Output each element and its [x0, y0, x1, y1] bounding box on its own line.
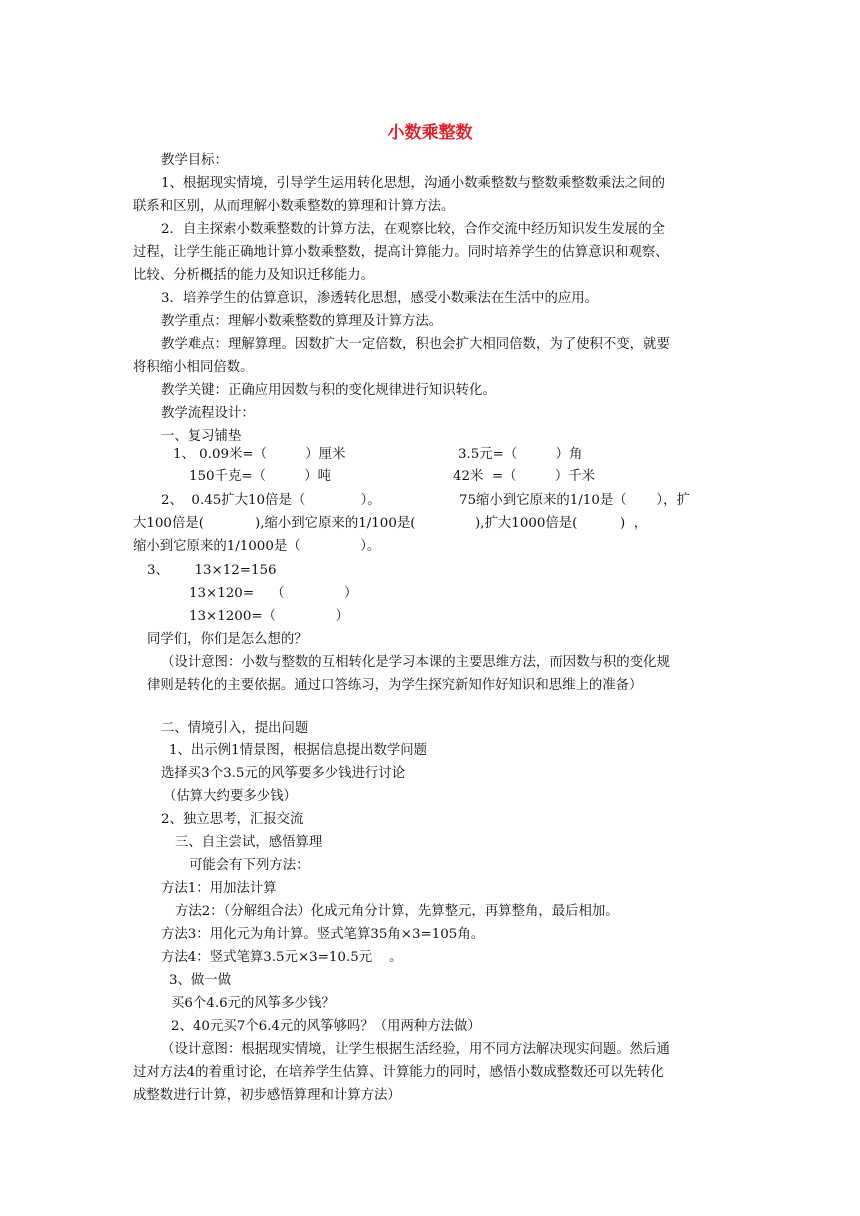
- section-heading: 一、复习铺垫: [161, 429, 242, 444]
- text-line: 方法3：用化元为角计算。竖式笔算35角×3=105角。: [161, 927, 485, 942]
- text-line: 教学难点：理解算理。因数扩大一定倍数，积也会扩大相同倍数，为了使积不变，就要: [161, 337, 670, 352]
- text-line: 教学流程设计：: [161, 406, 255, 421]
- text-line: 方法4：竖式笔算3.5元×3=10.5元 。: [161, 950, 403, 965]
- text-line: 3、做一做: [169, 973, 232, 988]
- text-line: 42米 =（ ）千米: [453, 469, 596, 484]
- text-line: 买6个4.6元的风筝多少钱？: [171, 996, 335, 1011]
- section-heading: 二、情境引入，提出问题: [161, 721, 309, 736]
- section-heading: 三、自主尝试，感悟算理: [175, 835, 323, 850]
- text-line: 1、根据现实情境，引导学生运用转化思想，沟通小数乘整数与整数乘整数乘法之间的: [161, 176, 665, 191]
- text-line: 将积缩小相同倍数。: [133, 360, 254, 375]
- text-line: 2、 0.45扩大10倍是（ ）。: [161, 493, 381, 508]
- text-line: 教学目标：: [161, 153, 228, 168]
- design-note: （设计意图：根据现实情境，让学生根据生活经验，用不同方法解决现实问题。然后通: [161, 1042, 670, 1057]
- document-title: 小数乘整数: [387, 123, 473, 143]
- text-line: 可能会有下列方法：: [189, 858, 310, 873]
- text-line: 75缩小到它原来的1/10是（ ），扩: [459, 493, 690, 508]
- text-line: 教学关键：正确应用因数与积的变化规律进行知识转化。: [161, 383, 496, 398]
- text-line: 2．自主探索小数乘整数的计算方法，在观察比较，合作交流中经历知识发生发展的全: [161, 222, 665, 237]
- text-line: 同学们，你们是怎么想的？: [147, 632, 308, 647]
- text-line: 1、 0.09米=（ ）厘米: [173, 447, 346, 462]
- text-line: 2、独立思考，汇报交流: [161, 812, 304, 827]
- design-note: 过对方法4的着重讨论，在培养学生估算、计算能力的同时，感悟小数成整数还可以先转化: [133, 1065, 664, 1080]
- text-line: 13×120= （ ）: [189, 586, 358, 601]
- text-line: 3．培养学生的估算意识，渗透转化思想，感受小数乘法在生活中的应用。: [161, 291, 599, 306]
- text-line: 方法1：用加法计算: [161, 881, 277, 896]
- text-line: 比较、分析概括的能力及知识迁移能力。: [133, 268, 375, 283]
- design-note: （设计意图：小数与整数的互相转化是学习本课的主要思维方法，而因数与积的变化规: [161, 655, 670, 670]
- text-line: 3、 13×12=156: [147, 563, 277, 578]
- text-line: 缩小到它原来的1/1000是（ ）。: [133, 539, 381, 554]
- design-note: 律则是转化的主要依据。通过口答练习，为学生探究新知作好知识和思维上的准备）: [147, 678, 643, 693]
- text-line: 150千克=（ ）吨: [189, 469, 332, 484]
- text-line: （估算大约要多少钱）: [163, 789, 297, 804]
- text-line: 13×1200=（ ）: [189, 609, 349, 624]
- text-line: 联系和区别，从而理解小数乘整数的算理和计算方法。: [133, 199, 455, 214]
- text-line: 方法2：（分解组合法）化成元角分计算，先算整元，再算整角，最后相加。: [175, 904, 619, 919]
- text-line: 2、40元买7个6.4元的风筝够吗？（用两种方法做）: [171, 1019, 481, 1034]
- text-line: 过程，让学生能正确地计算小数乘整数，提高计算能力。同时培养学生的估算意识和观察、: [133, 245, 669, 260]
- text-line: 大100倍是( ),缩小到它原来的1/100是( ),扩大1000倍是( ) ，: [133, 516, 648, 531]
- text-line: 1、出示例1情景图，根据信息提出数学问题: [169, 743, 428, 758]
- text-line: 3.5元=（ ）角: [458, 447, 583, 462]
- text-line: 选择买3个3.5元的风筝要多少钱进行讨论: [161, 766, 406, 781]
- design-note: 成整数进行计算，初步感悟算理和计算方法）: [133, 1088, 401, 1103]
- text-line: 教学重点：理解小数乘整数的算理及计算方法。: [161, 314, 443, 329]
